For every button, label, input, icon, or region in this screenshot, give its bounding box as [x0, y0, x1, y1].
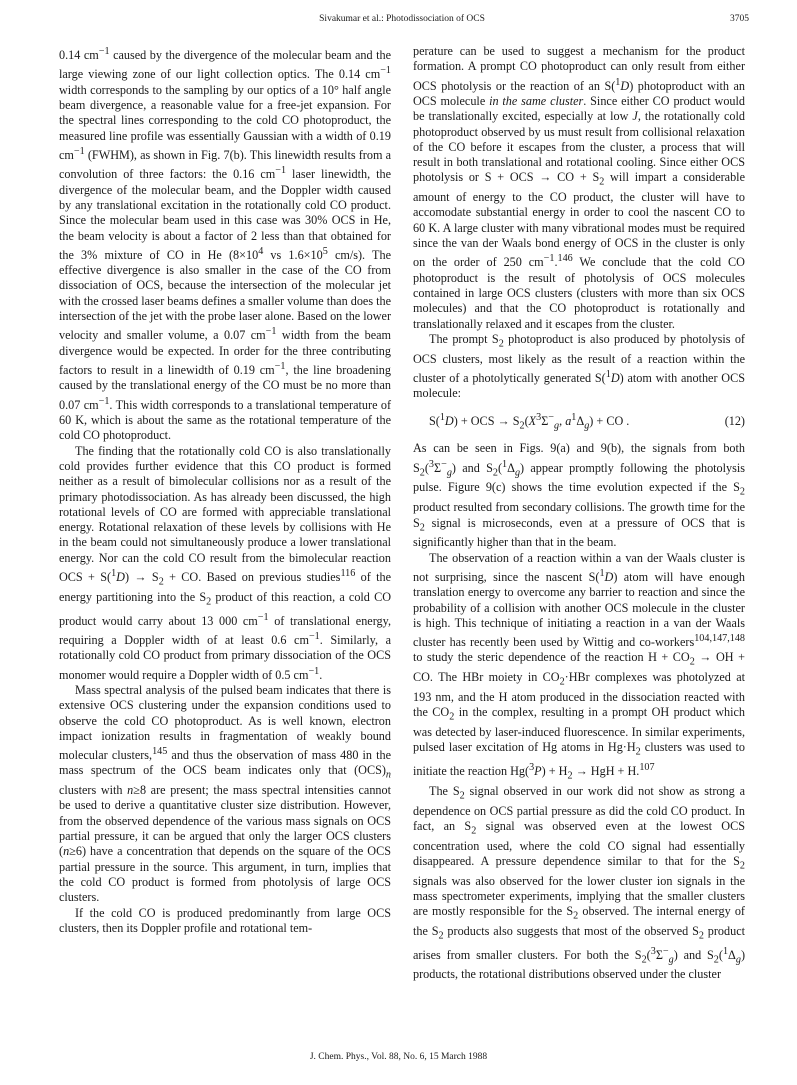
- right-column-upper-text: [413, 44, 745, 402]
- page-number: 3705: [730, 14, 749, 24]
- journal-footer: J. Chem. Phys., Vol. 88, No. 6, 15 March 1988: [309, 1052, 488, 1062]
- paragraph: The $S_2$ signal observed in our work did not show as strong a dependence on OCS partial pressure as did the cold CO product. In fact, an $S_2$ signal was observed even at the lowest OCS concentration used, where the cold CO signal had essentially disappeared. A pressure dependence similar to that for the $S_2$ signals was also observed for the lower cluster ion signals in the mass spectrometer experiments, implying that the smaller clusters are mostly responsible for the $S_2$ observed. The internal energy of the $S_2$ products also suggests that most of the observed $S_2$ product arises from smaller clusters. For both the $S_2(^3\Sigma^-_g)$ and $S_2(^1\Delta_g)$ products, the rotational distributions observed under the cluster: [413, 783, 746, 982]
- paragraph: The prompt $S_2$ photoproduct is also produced by photolysis of OCS clusters, most likely as the result of a reaction within the cluster of a photolytically generated S($^1$D) atom with another OCS molecule:: [413, 331, 745, 401]
- paragraph: 0.14 $cm^{-1}$ caused by the divergence of the molecular beam and the large viewing zone of our light collection optics. The 0.14 $cm^{-1}$ width corresponds to the sampling by our optics of a 10° half angle beam divergence, a reasonable value for a free-jet expansion. For the spectral lines corresponding to the cold CO photoproduct, the measured line profile was essentially Gaussian with a width of 0.19 $cm^{-1}$ (FWHM), as shown in Fig. 7(b). This linewidth results from a convolution of three factors: the 0.16 $cm^{-1}$ laser linewidth, the divergence of the molecular beam, and the Doppler width caused by any translational excitation in the rotationally cold CO product. Since the molecular beam used in this case was 30% OCS in He, the beam velocity is about a factor of 2 less than that obtained for the 3% mixture of CO in He ($8\times 10^4$ vs $1.6\times 10^5$ cm/s). The effective divergence is also smaller in the case of the CO from dissociation of OCS, because the intersection of the molecular jet with the crossed laser beams defines a smaller volume than does the intersection of the jet with the probe laser alone. Based on the lower velocity and smaller volume, a 0.07 $cm^{-1}$ width from the beam divergence would be expected. In order for the three contributing factors to result in a linewidth of 0.19 $cm^{-1}$, the line broadening caused by the translational energy of the CO must be no more than 0.07 $cm^{-1}$. This width corresponds to a translational temperature of 60 K, which is about the same as the rotational temperature of the cold CO photoproduct.: [59, 46, 392, 443]
- running-header: [55, 14, 749, 30]
- paragraph: The finding that the rotationally cold CO is also translationally cold provides further evidence that this CO product is formed neither as a result of bimolecular collisions nor as a result of the primary photodissociation. As has already been discussed, the high rotational levels of CO are formed with appreciable translational energy. Rotational relaxation of these levels by collisions with He in the beam could not simultaneously produce a lower translational energy. Nor can the cold CO result from the bimolecular reaction OCS + $S(^1D) \to S_2$ + CO. Based on previous studies$^{116}$ of the energy partitioning into the $S_2$ product of this reaction, a cold CO product would carry about 13 000 $cm^{-1}$ of translational energy, requiring a Doppler width of at least 0.6 $cm^{-1}$. Similarly, a rotationally cold CO product from primary dissociation of the OCS monomer would require a Doppler width of 0.5 $cm^{-1}$.: [59, 443, 392, 682]
- paragraph: Mass spectral analysis of the pulsed beam indicates that there is extensive OCS clustering under the expansion conditions used to observe the cold CO photoproduct. As is well known, electron impact ionization results in fragmentation of weakly bound molecular clusters,$^{145}$ and thus the observation of mass 480 in the mass spectrum of the OCS beam indicates only that $(OCS)_n$ clusters with n≥8 are present; the mass spectral intensities cannot be used to derive a quantitative cluster size distribution. However, from the observed dependence of the various mass signals on OCS partial pressure, it can be argued that only the larger OCS clusters (n≥6) have a concentration that depends on the square of the OCS partial pressure in the source. This argument, in turn, implies that the cold CO product is formed from photolysis of large OCS clusters.: [59, 682, 391, 905]
- paragraph: The observation of a reaction within a van der Waals cluster is not surprising, since the nascent S($^1$D) atom will have enough translation energy to overcome any barrier to reaction and since the probability of a collision with another OCS molecule in the cluster is high. This technique of initiating a reaction in a van der Waals cluster has recently been used by Wittig and co-workers$^{104,147,148}$ to study the steric dependence of the reaction $H + CO_2$ → OH + CO. The HBr moiety in $CO_2\cdot HBr$ complexes was photolyzed at 193 nm, and the H atom produced in the dissociation reacted with the $CO_2$ in the complex, resulting in a prompt OH product which was detected by laser-induced fluorescence. In similar experiments, pulsed laser excitation of Hg atoms in $Hg\cdot H_2$ clusters was used to initiate the reaction $Hg(^3P) + H_2$ → HgH + H.$^{107}$: [413, 550, 745, 782]
- paragraph: perature can be used to suggest a mechanism for the product formation. A prompt CO photoproduct can only result from either OCS photolysis or the reaction of an S($^1$D) photoproduct with an OCS molecule in the same cluster. Since either CO product would be translationally excited, especially at low J, the rotationally cold photoproduct observed by us must result from collisional relaxation of the CO before it escapes from the cluster, a process that will result in both translational and rotational cooling. Since either OCS photolysis or S + OCS → CO + $S_2$ will impart a considerable amount of energy to the CO product, the cluster will have to accomodate substantial energy in order to cool the nascent CO to 60 K. A large cluster with many vibrational modes must be required since the van der Waals bond energy of OCS in the cluster is only on the order of 250 $cm^{-1}.^{146}$ We conclude that the cold CO photoproduct is the result of photolysis of OCS molecules contained in large OCS clusters (clusters with more than six OCS molecules) and that the CO photoproduct is rotationally and translationally relaxed and it escapes from the cluster.: [413, 44, 746, 331]
- equation-number: (12): [724, 413, 745, 428]
- paragraph: As can be seen in Figs. 9(a) and 9(b), the signals from both $S_2(^3\Sigma^-_g)$ and $S_2(^1\Delta_g)$ appear promptly following the photolysis pulse. Figure 9(c) shows the time evolution expected if the $S_2$ product resulted from secondary collisions. The growth time for the $S_2$ signal is microseconds, even at a pressure of OCS that is significantly higher than that in the beam.: [413, 441, 745, 550]
- equation-12: [429, 410, 745, 434]
- right-column-lower-text: [413, 441, 745, 982]
- running-title: Sivakumar et al.: Photodissociation of OCS: [319, 14, 485, 24]
- paragraph: If the cold CO is produced predominantly from large OCS clusters, then its Doppler profile and rotational tem-: [59, 905, 391, 935]
- equation-expression: S($^1$D) + OCS → $S_2(X^3\Sigma^-_g$, $a^1\Delta_g$) + CO .: [429, 411, 630, 432]
- left-column: [59, 44, 391, 936]
- right-column: [413, 44, 745, 983]
